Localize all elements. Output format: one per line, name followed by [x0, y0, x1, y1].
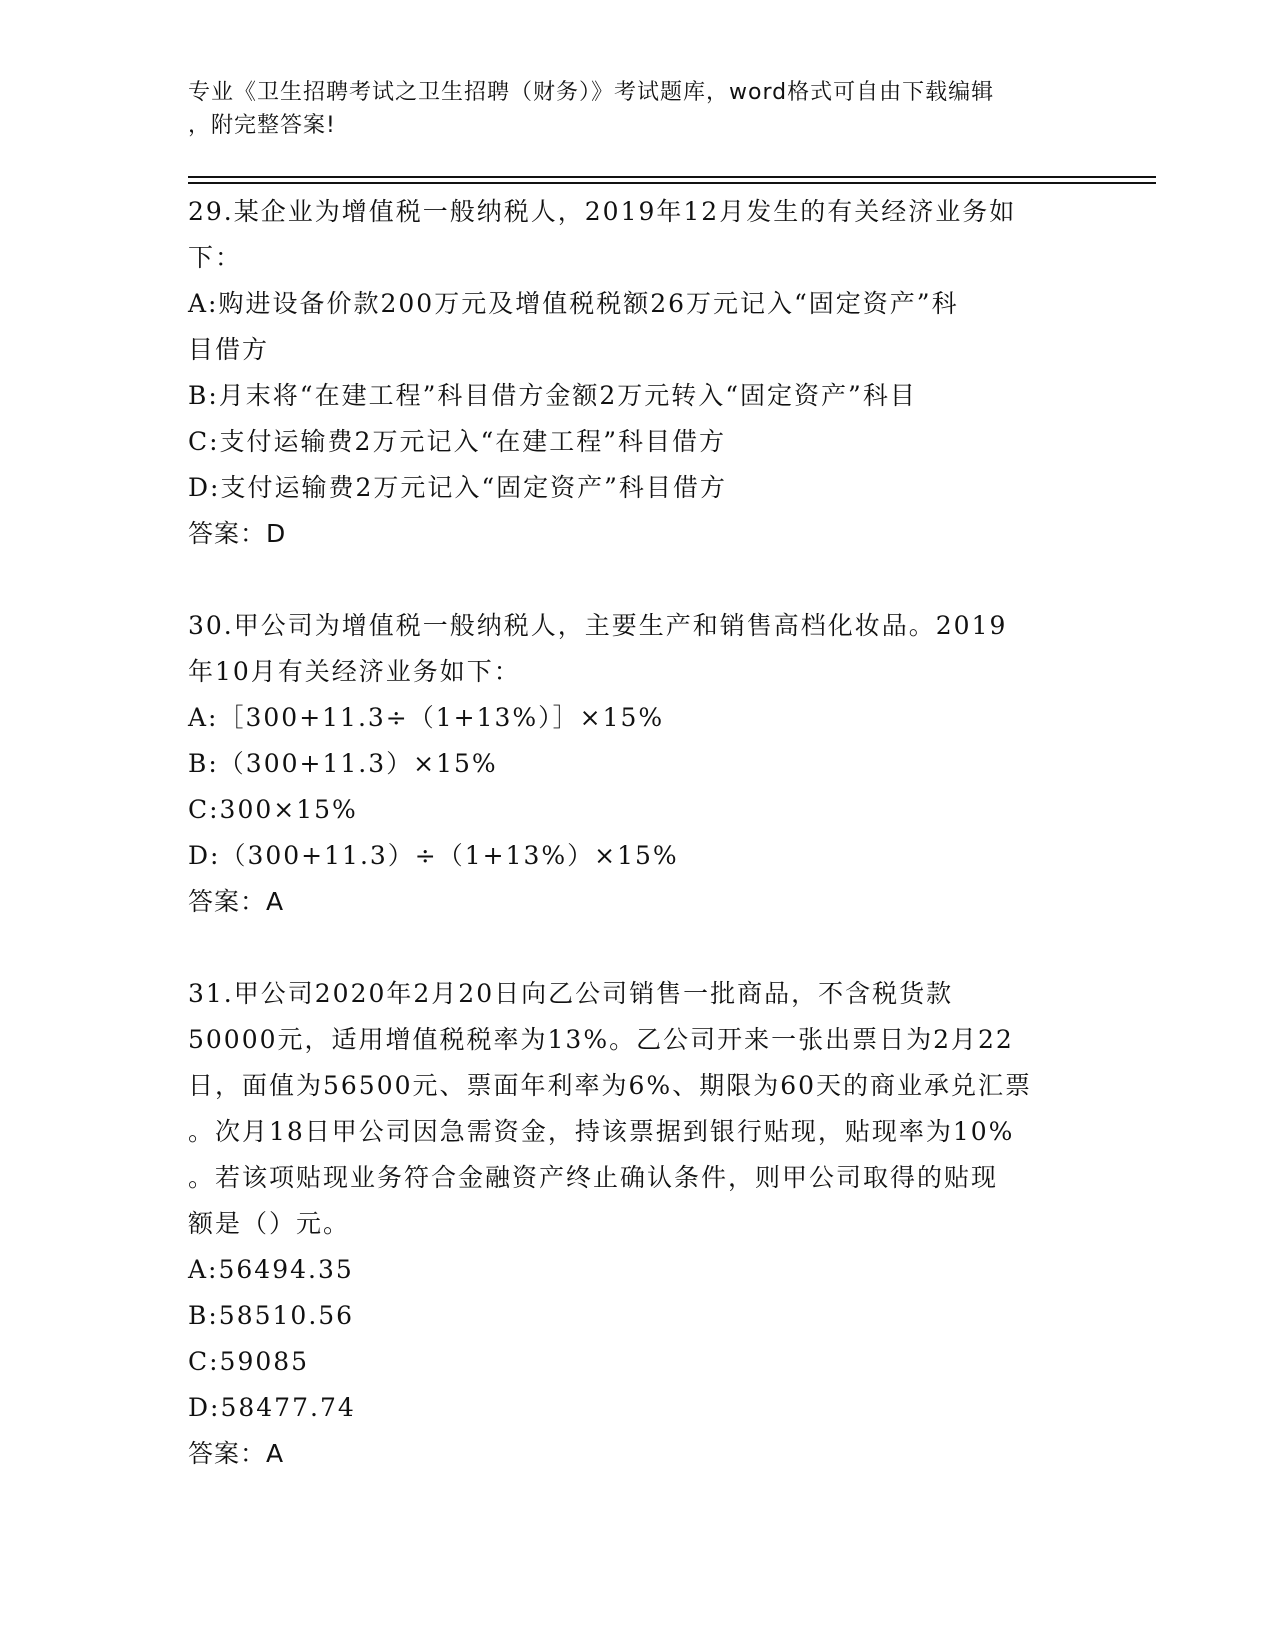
- option-c: C:300×15%: [188, 795, 358, 824]
- option-c: C:59085: [188, 1347, 310, 1376]
- option-a-continued: 目借方: [188, 335, 270, 364]
- answer-label: 答案：D: [188, 519, 287, 548]
- question-stem-line: 日，面值为56500元、票面年利率为6%、期限为60天的商业承兑汇票: [188, 1071, 1033, 1100]
- option-b: B:（300+11.3）×15%: [188, 749, 498, 778]
- question-stem-line: 。若该项贴现业务符合金融资产终止确认条件，则甲公司取得的贴现: [188, 1163, 999, 1192]
- question-separator: [188, 557, 1088, 603]
- option-b: B:月末将“在建工程”科目借方金额2万元转入“固定资产”科目: [188, 381, 917, 410]
- option-a: A:56494.35: [188, 1255, 354, 1284]
- option-d: D:58477.74: [188, 1393, 356, 1422]
- question-stem-line: 31.甲公司2020年2月20日向乙公司销售一批商品，不含税货款: [188, 979, 954, 1008]
- option-d: D:（300+11.3）÷（1+13%）×15%: [188, 841, 679, 870]
- header-line-2: ，附完整答案!: [188, 113, 336, 138]
- question-stem-line: 年10月有关经济业务如下：: [188, 657, 521, 686]
- question-separator: [188, 925, 1088, 971]
- option-b: B:58510.56: [188, 1301, 355, 1330]
- option-a: A:［300+11.3÷（1+13%）］×15%: [188, 703, 665, 732]
- header-line-1: 专业《卫生招聘考试之卫生招聘（财务）》考试题库，word格式可自由下载编辑: [188, 80, 995, 105]
- option-d: D:支付运输费2万元记入“固定资产”科目借方: [188, 473, 727, 502]
- document-header: [188, 76, 1068, 142]
- option-c: C:支付运输费2万元记入“在建工程”科目借方: [188, 427, 727, 456]
- option-a: A:购进设备价款200万元及增值税税额26万元记入“固定资产”科: [188, 289, 959, 318]
- answer-label: 答案：A: [188, 1439, 285, 1468]
- question-31: [188, 971, 1088, 1477]
- question-30: [188, 603, 1088, 925]
- question-stem-line: 30.甲公司为增值税一般纳税人，主要生产和销售高档化妆品。2019: [188, 611, 1008, 640]
- header-rule-top: [188, 176, 1156, 178]
- question-stem-line: 50000元，适用增值税税率为13%。乙公司开来一张出票日为2月22: [188, 1025, 1014, 1054]
- question-stem-line: 29.某企业为增值税一般纳税人，2019年12月发生的有关经济业务如: [188, 197, 1017, 226]
- answer-label: 答案：A: [188, 887, 285, 916]
- question-stem-line: 额是（）元。: [188, 1209, 351, 1238]
- question-29: [188, 189, 1088, 557]
- question-list: [188, 189, 1088, 1477]
- question-stem-line: 。次月18日甲公司因急需资金，持该票据到银行贴现，贴现率为10%: [188, 1117, 1015, 1146]
- question-stem-line: 下：: [188, 243, 243, 272]
- header-rule-bottom: [188, 182, 1156, 184]
